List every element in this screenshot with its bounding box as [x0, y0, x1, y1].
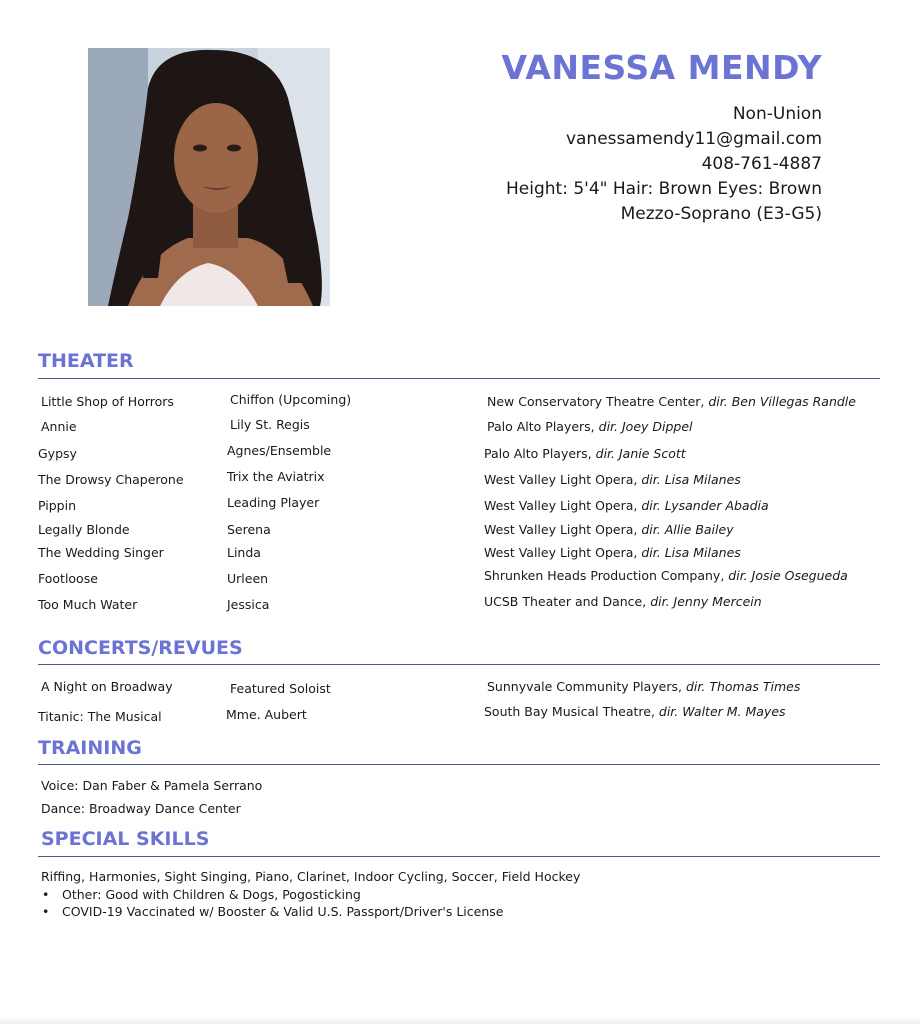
skills-summary: Riffing, Harmonies, Sight Singing, Piano, Clarinet, Indoor Cycling, Soccer, Field Hockey [41, 869, 581, 884]
list-item: • COVID-19 Vaccinated w/ Booster & Valid U.S. Passport/Driver's License [42, 904, 504, 919]
credit-director: dir. Walter M. Mayes [658, 704, 786, 719]
credit-show: Too Much Water [38, 597, 138, 612]
email[interactable]: vanessamendy11@gmail.com [565, 129, 822, 149]
credit-company: South Bay Musical Theatre, dir. Walter M. Mayes [484, 704, 786, 719]
phone: 408-761-4887 [701, 154, 822, 174]
credit-director: dir. Lisa Milanes [641, 472, 741, 487]
credit-company: West Valley Light Opera, dir. Lisa Milanes [484, 472, 741, 487]
physical-stats: Height: 5'4" Hair: Brown Eyes: Brown [506, 179, 822, 199]
credit-role: Agnes/Ensemble [227, 443, 332, 458]
credit-show: Pippin [38, 498, 77, 513]
credit-director: dir. Joey Dippel [598, 419, 693, 434]
credit-show: Little Shop of Horrors [41, 394, 174, 409]
credit-show: A Night on Broadway [41, 679, 173, 694]
page-edge-shadow [0, 1016, 920, 1024]
credit-role: Mme. Aubert [226, 707, 307, 722]
credit-show: Annie [41, 419, 77, 434]
skills-heading: SPECIAL SKILLS [41, 828, 210, 850]
headshot-photo [88, 48, 330, 306]
credit-role: Linda [227, 545, 261, 560]
credit-director: dir. Lisa Milanes [641, 545, 741, 560]
credit-company: West Valley Light Opera, dir. Allie Bailey [484, 522, 734, 537]
section-divider [38, 378, 880, 379]
credit-role: Trix the Aviatrix [227, 469, 325, 484]
credit-role: Chiffon (Upcoming) [230, 392, 352, 407]
training-item: Voice: Dan Faber & Pamela Serrano [41, 778, 263, 793]
credit-company: New Conservatory Theatre Center, dir. Ben Villegas Randle [487, 394, 856, 409]
credit-director: dir. Josie Osegueda [728, 568, 848, 583]
credit-company: UCSB Theater and Dance, dir. Jenny Mercein [484, 594, 762, 609]
credit-director: dir. Thomas Times [685, 679, 801, 694]
credit-company: Sunnyvale Community Players, dir. Thomas Times [487, 679, 801, 694]
credit-show: Gypsy [38, 446, 77, 461]
bullet-icon: • [42, 887, 50, 902]
credit-show: Titanic: The Musical [38, 709, 162, 724]
credit-company: West Valley Light Opera, dir. Lysander Abadia [484, 498, 769, 513]
credit-director: dir. Jenny Mercein [650, 594, 762, 609]
credit-director: dir. Ben Villegas Randle [708, 394, 856, 409]
credit-show: Legally Blonde [38, 522, 130, 537]
concerts-heading: CONCERTS/REVUES [38, 637, 243, 659]
section-divider [38, 664, 880, 665]
credit-show: Footloose [38, 571, 98, 586]
theater-heading: THEATER [38, 350, 134, 372]
credit-director: dir. Janie Scott [595, 446, 686, 461]
credit-director: dir. Lysander Abadia [641, 498, 769, 513]
credit-company: Palo Alto Players, dir. Joey Dippel [487, 419, 693, 434]
actor-name: VANESSA MENDY [501, 48, 822, 87]
credit-role: Urleen [227, 571, 269, 586]
credit-company: Palo Alto Players, dir. Janie Scott [484, 446, 686, 461]
section-divider [38, 856, 880, 857]
section-divider [38, 764, 880, 765]
credit-role: Leading Player [227, 495, 320, 510]
credit-company: West Valley Light Opera, dir. Lisa Milanes [484, 545, 741, 560]
union-status: Non-Union [732, 104, 822, 124]
vocal-range: Mezzo-Soprano (E3-G5) [620, 204, 822, 224]
bullet-icon: • [42, 904, 50, 919]
credit-company: Shrunken Heads Production Company, dir. Josie Osegueda [484, 568, 848, 583]
training-heading: TRAINING [38, 737, 142, 759]
contact-block [506, 102, 822, 227]
credit-role: Serena [227, 522, 271, 537]
credit-show: The Drowsy Chaperone [38, 472, 184, 487]
credit-director: dir. Allie Bailey [641, 522, 734, 537]
credit-role: Featured Soloist [230, 681, 331, 696]
credit-role: Jessica [227, 597, 270, 612]
credit-role: Lily St. Regis [230, 417, 310, 432]
list-item: • Other: Good with Children & Dogs, Pogosticking [42, 887, 361, 902]
credit-show: The Wedding Singer [38, 545, 164, 560]
training-item: Dance: Broadway Dance Center [41, 801, 241, 816]
